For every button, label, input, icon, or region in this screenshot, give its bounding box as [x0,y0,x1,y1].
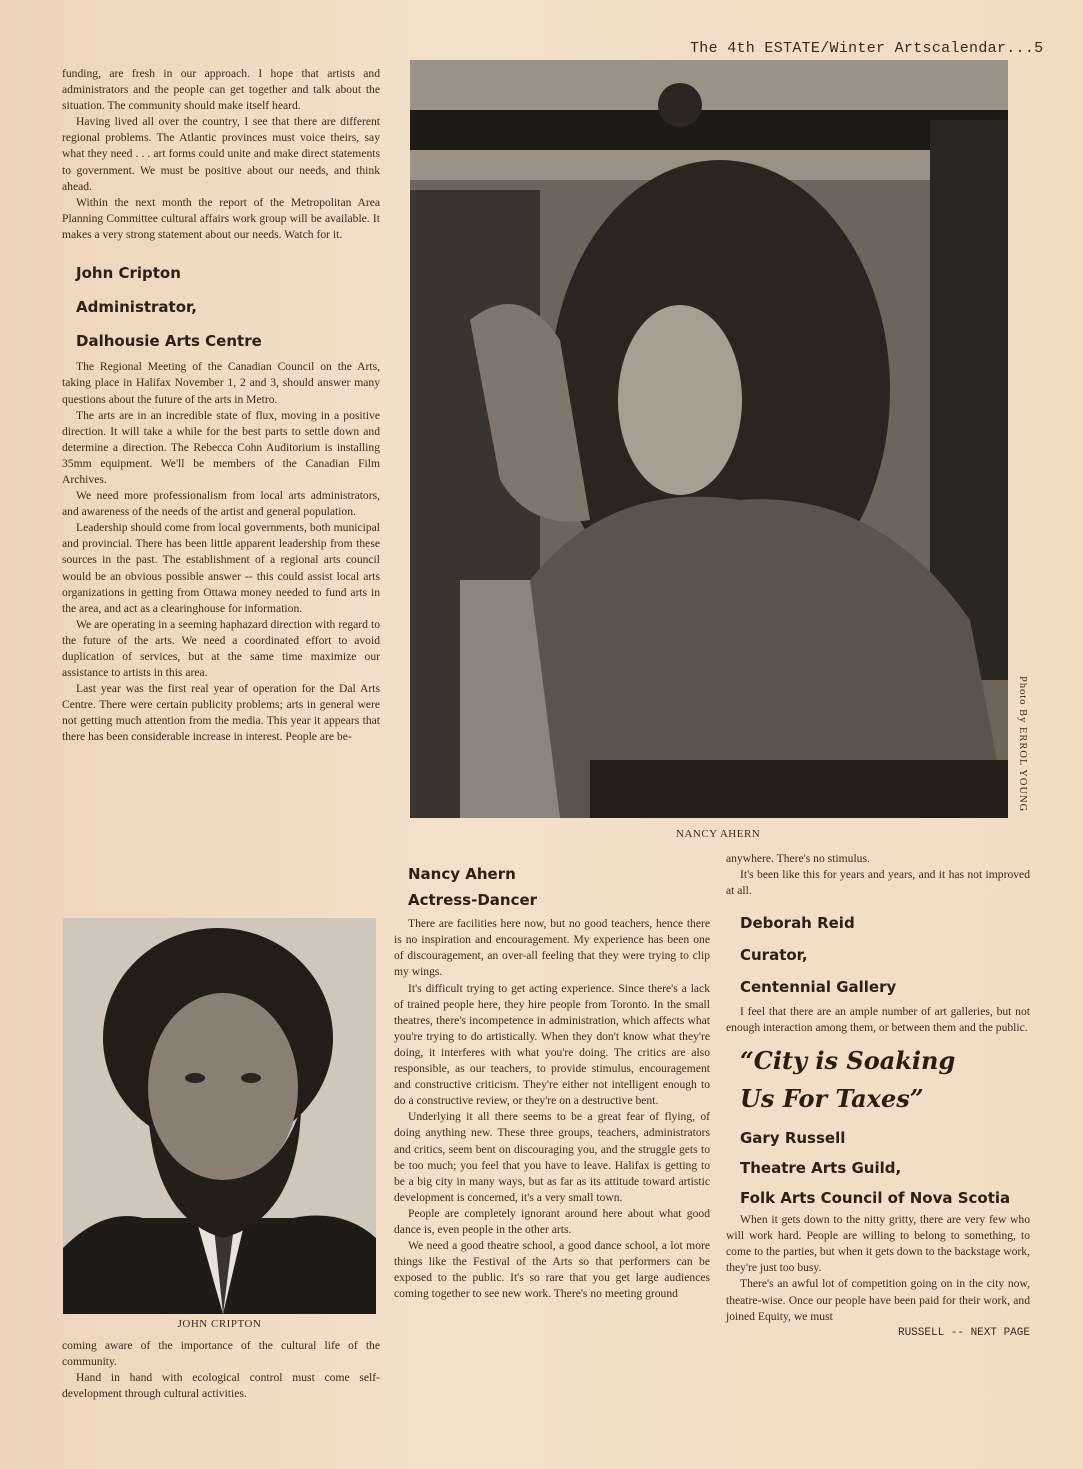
paragraph: People are completely ignorant around here about what good dance is, even people in the other arts. [394,1206,710,1236]
paragraph: Underlying it all there seems to be a great fear of flying, of doing anything new. These three groups, teachers, administrators and critics, seem bent on discouraging you, and the struggle gets to be too much; you feel that you have to leave. Halifax is getting to be a big city in many ways, but as far as its attitude toward artistic development is concerned, it's a very small town. [394,1110,710,1204]
paragraph: coming aware of the importance of the cultural life of the community. [62,1339,380,1369]
paragraph: It's been like this for years and years, and it has not improved at all. [726,868,1030,898]
byline-name: Nancy Ahern [408,865,516,883]
john-cripton-caption: JOHN CRIPTON [177,1318,262,1330]
headline-line-2: Us For Taxes” [740,1083,924,1113]
byline-role: Actress-Dancer [408,891,538,910]
headline-line-1: “City is Soaking [740,1045,956,1075]
paragraph: It's difficult trying to get acting experience. Since there's a lack of trained people here, they hire people from Toronto. In the small theatres, there's incompetence in administration, which affects what you're trying to do artistically. When they don't know what they're doing, it interferes with what you're doing. The critics are also responsible, as our teachers, to provide stimulus, encouragement and constructive criticism. They're either not intelligent enough to do a constructive review, or they're on a destructive bent. [394,981,710,1108]
paragraph: Having lived all over the country, I see that there are different regional problems. The Atlantic provinces must voice theirs, say what they need . . . art forms could unite and make direct statements to government. We must be positive about our needs, and think ahead. [62,115,380,193]
paragraph: Leadership should come from local governments, both municipal and provincial. There has been little apparent leadership from these sources in the past. The establishment of a regional arts council would be an obvious possible answer -- this could assist local arts organizations in getting from Ottawa money needed to fund arts in the area, and act as a clearinghouse for information. [62,521,380,615]
portrait-image [410,60,1008,818]
byline-org: Centennial Gallery [740,978,897,997]
paragraph: Within the next month the report of the Metropolitan Area Planning Committee cultural affairs work group will be available. It makes a very strong statement about our needs. Watch for it. [62,195,380,241]
continued-line: RUSSELL -- NEXT PAGE [897,1326,1030,1339]
paragraph: When it gets down to the nitty gritty, there are very few who will work hard. People are willing to belong to something, to come to the parties, but when it gets down to the backstage work, they're just too busy. [726,1213,1030,1275]
byline-name: John Cripton [76,264,181,283]
paragraph: funding, are fresh in our approach. I hope that artists and administrators and the people can get together and talk about the situation. The community should make itself heard. [62,67,380,113]
paragraph: The arts are in an incredible state of flux, moving in a positive direction. It will take a while for the best parts to settle down and determine a direction. The Rebecca Cohn Auditorium is installing 35mm equipment. We'll be members of the Canadian Film Archives. [62,408,380,486]
paragraph: The Regional Meeting of the Canadian Council on the Arts, taking place in Halifax November 1, 2 and 3, should answer many questions about the future of the arts in Metro. [62,360,380,406]
paragraph: Hand in hand with ecological control must come self-development through cultural activities. [62,1371,380,1401]
byline-org: Theatre Arts Guild, [740,1158,902,1177]
portrait-image [63,918,376,1314]
paragraph: Last year was the first real year of operation for the Dal Arts Centre. There were certain publicity problems; arts in general were not getting much attention from the media. This year it appears that there has been considerable increase in interest. People are be- [62,682,380,744]
paragraph: We need more professionalism from local arts administrators, and awareness of the needs of the artist and general population. [62,489,380,519]
paragraph: anywhere. There's no stimulus. [726,852,870,865]
page-header: The 4th ESTATE/Winter Artscalendar...5 [690,40,1044,57]
nancy-ahern-photo [410,60,1008,818]
paragraph: There are facilities here now, but no good teachers, hence there is no inspiration and encouragement. My experience has been one of discouragement, an over-all feeling that they were trying to clip my wings. [394,917,710,979]
byline-name: Gary Russell [740,1128,846,1147]
paragraph: We need a good theatre school, a good dance school, a lot more things like the Festival of the Arts so that performers can be exposed to the public. It's so rare that you get large audiences coming together to see new work. There's no meeting ground [394,1239,710,1301]
paragraph: I feel that there are an ample number of art galleries, but not enough interaction among them, or between them and the public. [726,1004,1030,1034]
photo-credit: Photo By ERROL YOUNG [1017,676,1028,813]
byline-org: Folk Arts Council of Nova Scotia [740,1188,1011,1207]
byline-role: Curator, [740,946,808,965]
byline-role: Administrator, [76,298,197,317]
column-1-top [62,66,380,746]
paragraph: We are operating in a seeming haphazard direction with regard to the future of the arts. We need a coordinated effort to avoid duplication of services, but at the same time maximize our assistance to artists in this area. [62,617,380,680]
column-3 [726,851,1030,1341]
byline-org: Dalhousie Arts Centre [76,332,262,351]
paragraph: There's an awful lot of competition going on in the city now, theatre-wise. Once our people have been paid for their work, and joined Equity, we must [726,1277,1030,1323]
column-2 [394,866,710,1302]
nancy-ahern-caption: NANCY AHERN [676,828,761,840]
john-cripton-photo [63,918,376,1314]
byline-name: Deborah Reid [740,914,855,933]
column-1-bottom [62,1338,380,1402]
